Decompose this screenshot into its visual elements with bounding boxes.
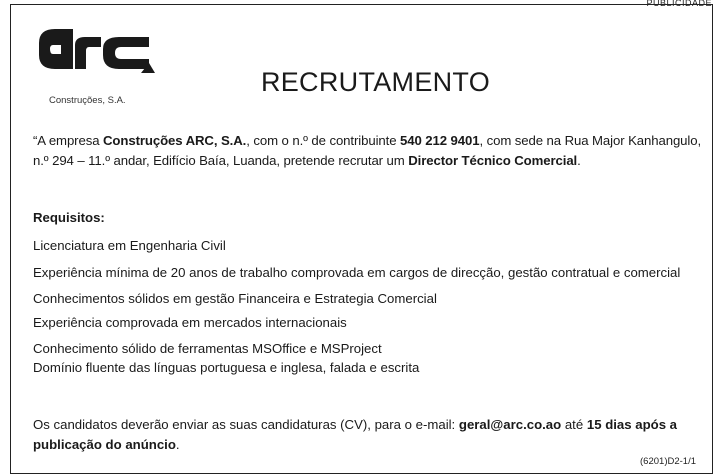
requirement-item: Licenciatura em Engenharia Civil — [33, 238, 226, 253]
advertisement-frame — [10, 4, 713, 474]
deadline: 15 dias após a publicação do anúncio — [33, 417, 678, 452]
tax-id: 540 212 9401 — [400, 133, 480, 148]
reference-code: (6201)D2-1/1 — [640, 456, 696, 467]
requirements-list — [33, 234, 717, 377]
page-title: RECRUTAMENTO — [260, 67, 491, 97]
intro-text-3: , com sede na Rua Major Kanhangulo, n.º 294 – 11.º andar, Edifício Baía, Luanda, pretende recrutar um — [33, 133, 702, 168]
closing-text-3: . — [175, 437, 180, 452]
requirement-item: Conhecimentos sólidos em gestão Financeira e Estrategia Comercial — [33, 290, 437, 306]
intro-text-4: . — [577, 153, 581, 168]
logo-caption: Construções, S.A. — [49, 95, 126, 106]
intro-text-1: “A empresa — [33, 133, 103, 148]
closing-text-1: Os candidatos deverão enviar as suas candidaturas (CV), para o e-mail: — [33, 417, 459, 432]
intro-text-2: , com o n.º de contribuinte — [246, 133, 400, 148]
requirement-item: Experiência comprovada em mercados internacionais — [33, 315, 347, 330]
requirements-title: Requisitos: — [33, 210, 105, 225]
company-name: Construções ARC, S.A. — [103, 133, 247, 148]
section-label: PUBLICIDADE — [646, 0, 712, 6]
requirement-item: Conhecimento sólido de ferramentas MSOffice e MSProject — [33, 340, 382, 356]
closing-paragraph — [33, 415, 717, 455]
intro-paragraph — [33, 131, 717, 171]
closing-text-2: até — [561, 417, 587, 432]
contact-email: geral@arc.co.ao — [458, 417, 562, 432]
requirement-item: Domínio fluente das línguas portuguesa e inglesa, falada e escrita — [33, 359, 420, 375]
requirement-item: Experiência mínima de 20 anos de trabalho comprovada em cargos de direcção, gestão contratual e comercial — [33, 264, 681, 280]
job-position: Director Técnico Comercial — [408, 153, 578, 168]
